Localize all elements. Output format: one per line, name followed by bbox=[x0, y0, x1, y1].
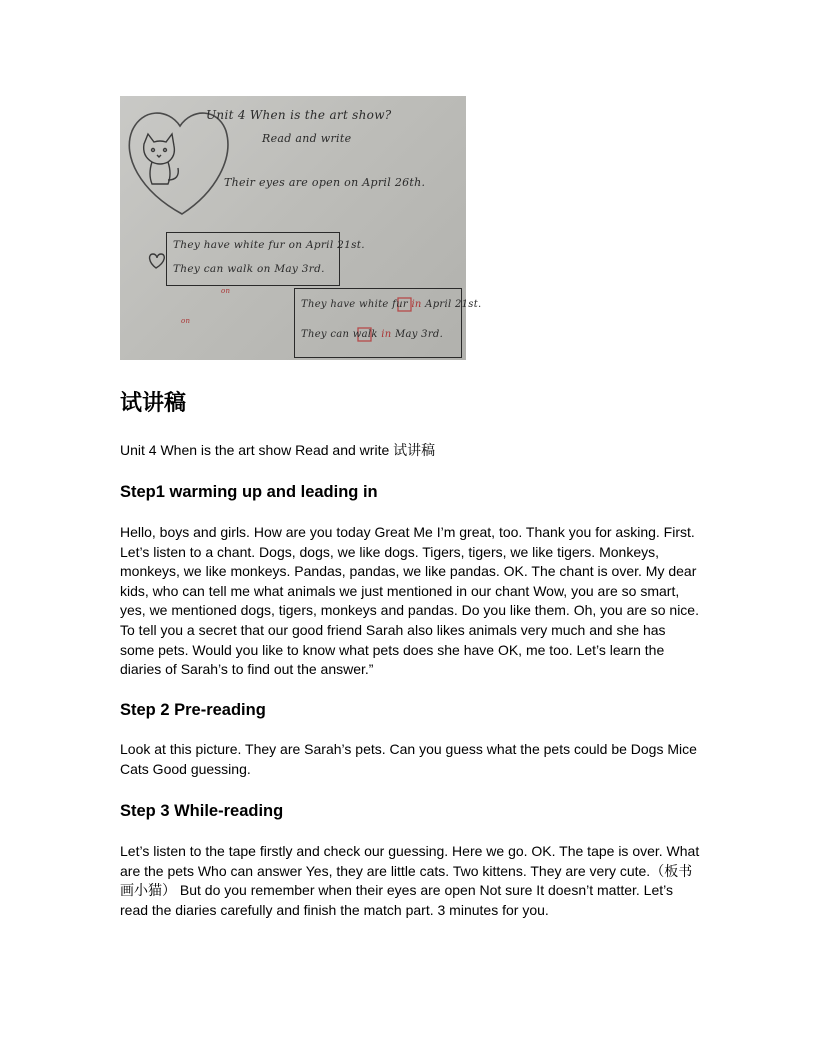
document-title: 试讲稿 bbox=[120, 391, 187, 416]
box2-line2-end: May 3rd. bbox=[394, 329, 444, 340]
box2-line1 bbox=[301, 299, 482, 310]
section-body-step1: Hello, boys and girls. How are you today Great Me I’m great, too. Thank you for asking. First. Let’s listen to a chant. Dogs, dogs, we like dogs. Tigers, tigers, we like tigers. Monkeys, monkeys, we like monkeys. Pandas, pandas, we like pandas. OK. The chant is over. My dear kids, who can tell me what animals we just mentioned in our chant Wow, you are so smart, yes, we mentioned dogs, tigers, monkeys and pandas. Do you like them. Oh, you are so nice. To tell you a secret that our good friend Sarah also likes animals very much and she has some pets. Would you like to know what pets does she have OK, me too. Let’s learn the diaries of Sarah’s to find out the answer.” bbox=[120, 524, 699, 678]
box2-line2 bbox=[301, 329, 443, 340]
correction-word-2: on bbox=[181, 317, 191, 325]
box2-line1-end: April 21st. bbox=[425, 299, 482, 310]
heart-drawing bbox=[129, 113, 228, 214]
section-heading-step1: Step1 warming up and leading in bbox=[120, 483, 378, 501]
cat-drawing bbox=[144, 134, 179, 184]
box1-line1: They have white fur on April 21st. bbox=[173, 239, 365, 251]
sentence-box-1 bbox=[166, 232, 365, 286]
correction-word-1: on bbox=[221, 287, 231, 295]
box1-line2: They can walk on May 3rd. bbox=[173, 263, 325, 275]
section-heading-step2: Step 2 Pre-reading bbox=[120, 701, 266, 719]
sentence-box-2 bbox=[294, 288, 482, 358]
box2-line1-start: They have white fur bbox=[301, 299, 408, 310]
box2-line2-start: They can walk bbox=[301, 329, 378, 340]
board-title: Unit 4 When is the art show? bbox=[206, 108, 392, 122]
section-heading-step3: Step 3 While-reading bbox=[120, 802, 284, 820]
box2-line2-circled-word: in bbox=[381, 329, 392, 340]
board-subtitle: Read and write bbox=[262, 132, 352, 145]
document-subtitle: Unit 4 When is the art show Read and write 试讲稿 bbox=[120, 442, 436, 458]
blackboard-photo bbox=[120, 96, 482, 360]
section-body-step3: Let’s listen to the tape firstly and check our guessing. Here we go. OK. The tape is over. What are the pets Who can answer Yes, they are little cats. Two kittens. They are very cute.（板书画小猫） But do you remember when their eyes are open Not sure It doesn’t matter. Let’s read the diaries carefully and finish the match part. 3 minutes for you. bbox=[120, 843, 700, 918]
small-heart-drawing bbox=[150, 254, 165, 268]
box2-line1-circled-word: in bbox=[411, 299, 422, 310]
board-line: Their eyes are open on April 26th. bbox=[224, 176, 426, 189]
section-body-step2: Look at this picture. They are Sarah’s pets. Can you guess what the pets could be Dogs Mice Cats Good guessing. bbox=[120, 741, 697, 777]
